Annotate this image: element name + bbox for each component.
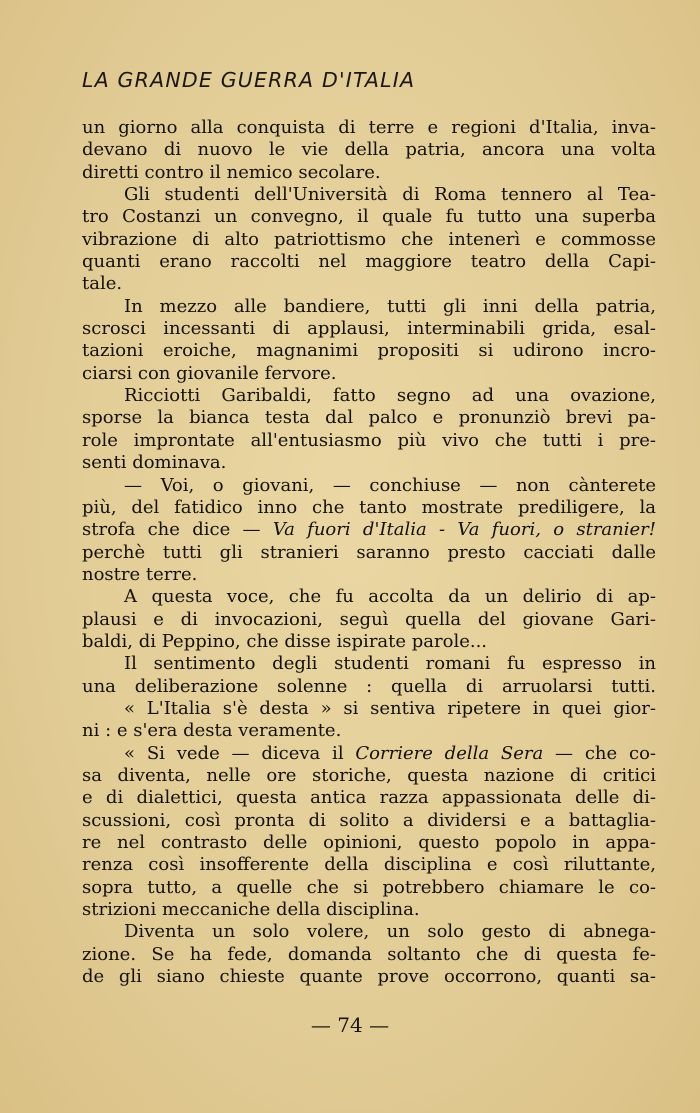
- text-run: tro Costanzi un convegno, il quale fu tutto una superba: [82, 206, 656, 228]
- text-run: perchè tutti gli stranieri saranno presto cacciati dalle: [82, 541, 656, 563]
- text-line: [82, 184, 656, 206]
- text-line: [82, 944, 656, 966]
- text-run: più, del fatidico inno che tanto mostrate prediligere, la: [82, 496, 656, 518]
- text-run: Ricciotti Garibaldi, fatto segno ad una ovazione,: [124, 385, 656, 407]
- text-run: In mezzo alle bandiere, tutti gli inni della patria,: [124, 295, 656, 317]
- text-line: [82, 229, 656, 251]
- text-line: [82, 497, 656, 519]
- text-run: strizioni meccaniche della disciplina.: [82, 899, 420, 921]
- text-line: [82, 206, 656, 228]
- text-run: quanti erano raccolti nel maggiore teatro della Capi-: [82, 251, 656, 273]
- text-run: renza così insofferente della disciplina e così riluttante,: [82, 854, 656, 876]
- text-line: [82, 139, 656, 161]
- text-line: [82, 765, 656, 787]
- text-line: [82, 363, 656, 385]
- text-line: [82, 877, 656, 899]
- text-line: [82, 586, 656, 608]
- text-run: de gli siano chieste quante prove occorrono, quanti sa-: [82, 966, 656, 988]
- text-run: Il sentimento degli studenti romani fu espresso in: [124, 653, 656, 675]
- text-run: « L'Italia s'è desta » si sentiva ripetere in quei gior-: [124, 697, 656, 719]
- text-line: [82, 318, 656, 340]
- text-line: [82, 452, 656, 474]
- text-line: [82, 787, 656, 809]
- text-line: [82, 810, 656, 832]
- text-run: re nel contrasto delle opinioni, questo popolo in appa-: [82, 832, 656, 853]
- text-run: zione. Se ha fede, domanda soltanto che di questa fe-: [82, 943, 656, 965]
- text-line: [82, 631, 656, 653]
- text-run: un giorno alla conquista di terre e regioni d'Italia, inva-: [82, 117, 656, 138]
- text-line: [82, 519, 656, 541]
- text-line: [82, 720, 656, 742]
- text-line: [82, 251, 656, 273]
- text-line: [82, 385, 656, 407]
- text-run: role improntate all'entusiasmo più vivo che tutti i pre-: [82, 429, 656, 451]
- text-run: senti dominava.: [82, 452, 227, 474]
- running-head: LA GRANDE GUERRA D'ITALIA: [82, 68, 416, 92]
- text-run: sopra tutto, a quelle che si potrebbero chiamare le co-: [82, 876, 656, 898]
- text-line: [82, 676, 656, 698]
- text-line: [82, 407, 656, 429]
- page-number: — 74 —: [310, 1013, 390, 1037]
- text-line: [82, 475, 656, 497]
- text-run: — che co-: [543, 742, 656, 764]
- text-run: baldi, di Peppino, che disse ispirate parole...: [82, 630, 488, 652]
- text-line: [82, 966, 656, 988]
- text-run: scussioni, così pronta di solito a dividersi e a battaglia-: [82, 809, 656, 831]
- text-run: sa diventa, nelle ore storiche, questa nazione di critici: [82, 764, 656, 786]
- text-run: tale.: [82, 273, 123, 295]
- text-run: ni : e s'era desta veramente.: [82, 720, 342, 742]
- text-run: plausi e di invocazioni, seguì quella del giovane Gari-: [82, 608, 656, 630]
- text-run: devano di nuovo le vie della patria, ancora una volta: [82, 139, 656, 161]
- text-run: vibrazione di alto patriottismo che intenerì e commosse: [82, 228, 656, 250]
- text-line: [82, 340, 656, 362]
- text-run: diretti contro il nemico secolare.: [82, 161, 381, 183]
- text-line: [82, 743, 656, 765]
- text-line: [82, 296, 656, 318]
- text-run: « Si vede — diceva il: [124, 742, 356, 764]
- text-run: scrosci incessanti di applausi, interminabili grida, esal-: [82, 318, 656, 340]
- text-run: — Voi, o giovani, — conchiuse — non cànterete: [124, 474, 656, 496]
- text-line: [82, 430, 656, 452]
- text-run: sporse la bianca testa dal palco e pronunziò brevi pa-: [82, 407, 656, 429]
- text-run: A questa voce, che fu accolta da un delirio di ap-: [124, 586, 656, 608]
- text-run: una deliberazione solenne : quella di arruolarsi tutti.: [82, 675, 656, 697]
- text-line: [82, 832, 656, 854]
- body-text: [82, 117, 656, 988]
- italic-text-run: Va fuori d'Italia - Va fuori, o stranier!: [272, 519, 656, 541]
- text-run: strofa che dice —: [82, 519, 273, 541]
- text-line: [82, 854, 656, 876]
- text-run: e di dialettici, questa antica razza appassionata delle di-: [82, 787, 656, 809]
- text-run: ciarsi con giovanile fervore.: [82, 362, 337, 384]
- text-line: [82, 162, 656, 184]
- italic-text-run: Corriere della Sera: [355, 742, 544, 764]
- text-run: Diventa un solo volere, un solo gesto di abnega-: [124, 921, 656, 943]
- text-run: Gli studenti dell'Università di Roma tennero al Tea-: [124, 184, 656, 206]
- text-run: tazioni eroiche, magnanimi propositi si udirono incro-: [82, 340, 656, 362]
- text-line: [82, 609, 656, 631]
- text-line: [82, 698, 656, 720]
- text-line: [82, 653, 656, 675]
- text-run: nostre terre.: [82, 563, 198, 585]
- text-line: [82, 921, 656, 943]
- text-line: [82, 899, 656, 921]
- text-line: [82, 273, 656, 295]
- text-line: [82, 117, 656, 139]
- text-line: [82, 564, 656, 586]
- text-line: [82, 542, 656, 564]
